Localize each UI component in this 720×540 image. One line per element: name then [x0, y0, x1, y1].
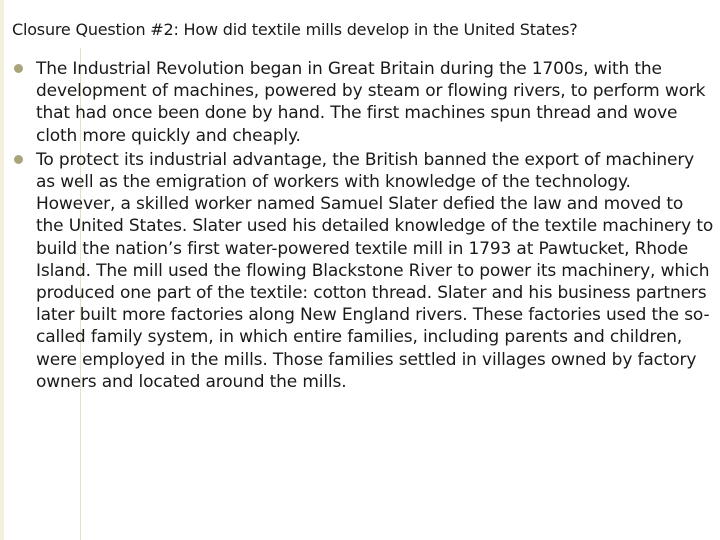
bullet-dot-icon	[14, 155, 23, 164]
slide-title: Closure Question #2: How did textile mills develop in the United States?	[12, 20, 578, 39]
bullet-list	[14, 58, 714, 395]
slide-left-border	[0, 0, 4, 540]
bullet-item-2	[14, 149, 714, 393]
bullet-item-1	[14, 58, 714, 147]
bullet-text-2: To protect its industrial advantage, the British banned the export of machinery as well as the emigration of workers with knowledge of the technology. However, a skilled worker named Samuel Slater defied the law and moved to the United States. Slater used his detailed knowledge of the textile machinery to build the nation’s first water-powered textile mill in 1793 at Pawtucket, Rhode Island. The mill used the flowing Blackstone River to power its machinery, which produced one part of the textile: cotton thread. Slater and his business partners later built more factories along New England rivers. These factories used the so-called family system, in which entire families, including parents and children, were employed in the mills. Those families settled in villages owned by factory owners and located around the mills.	[36, 149, 714, 392]
slide-title-bar	[4, 0, 720, 48]
bullet-dot-icon	[14, 64, 23, 73]
bullet-text-1: The Industrial Revolution began in Great Britain during the 1700s, with the development of machines, powered by steam or flowing rivers, to perform work that had once been done by hand. The first machines spun thread and wove cloth more quickly and cheaply.	[36, 59, 706, 146]
